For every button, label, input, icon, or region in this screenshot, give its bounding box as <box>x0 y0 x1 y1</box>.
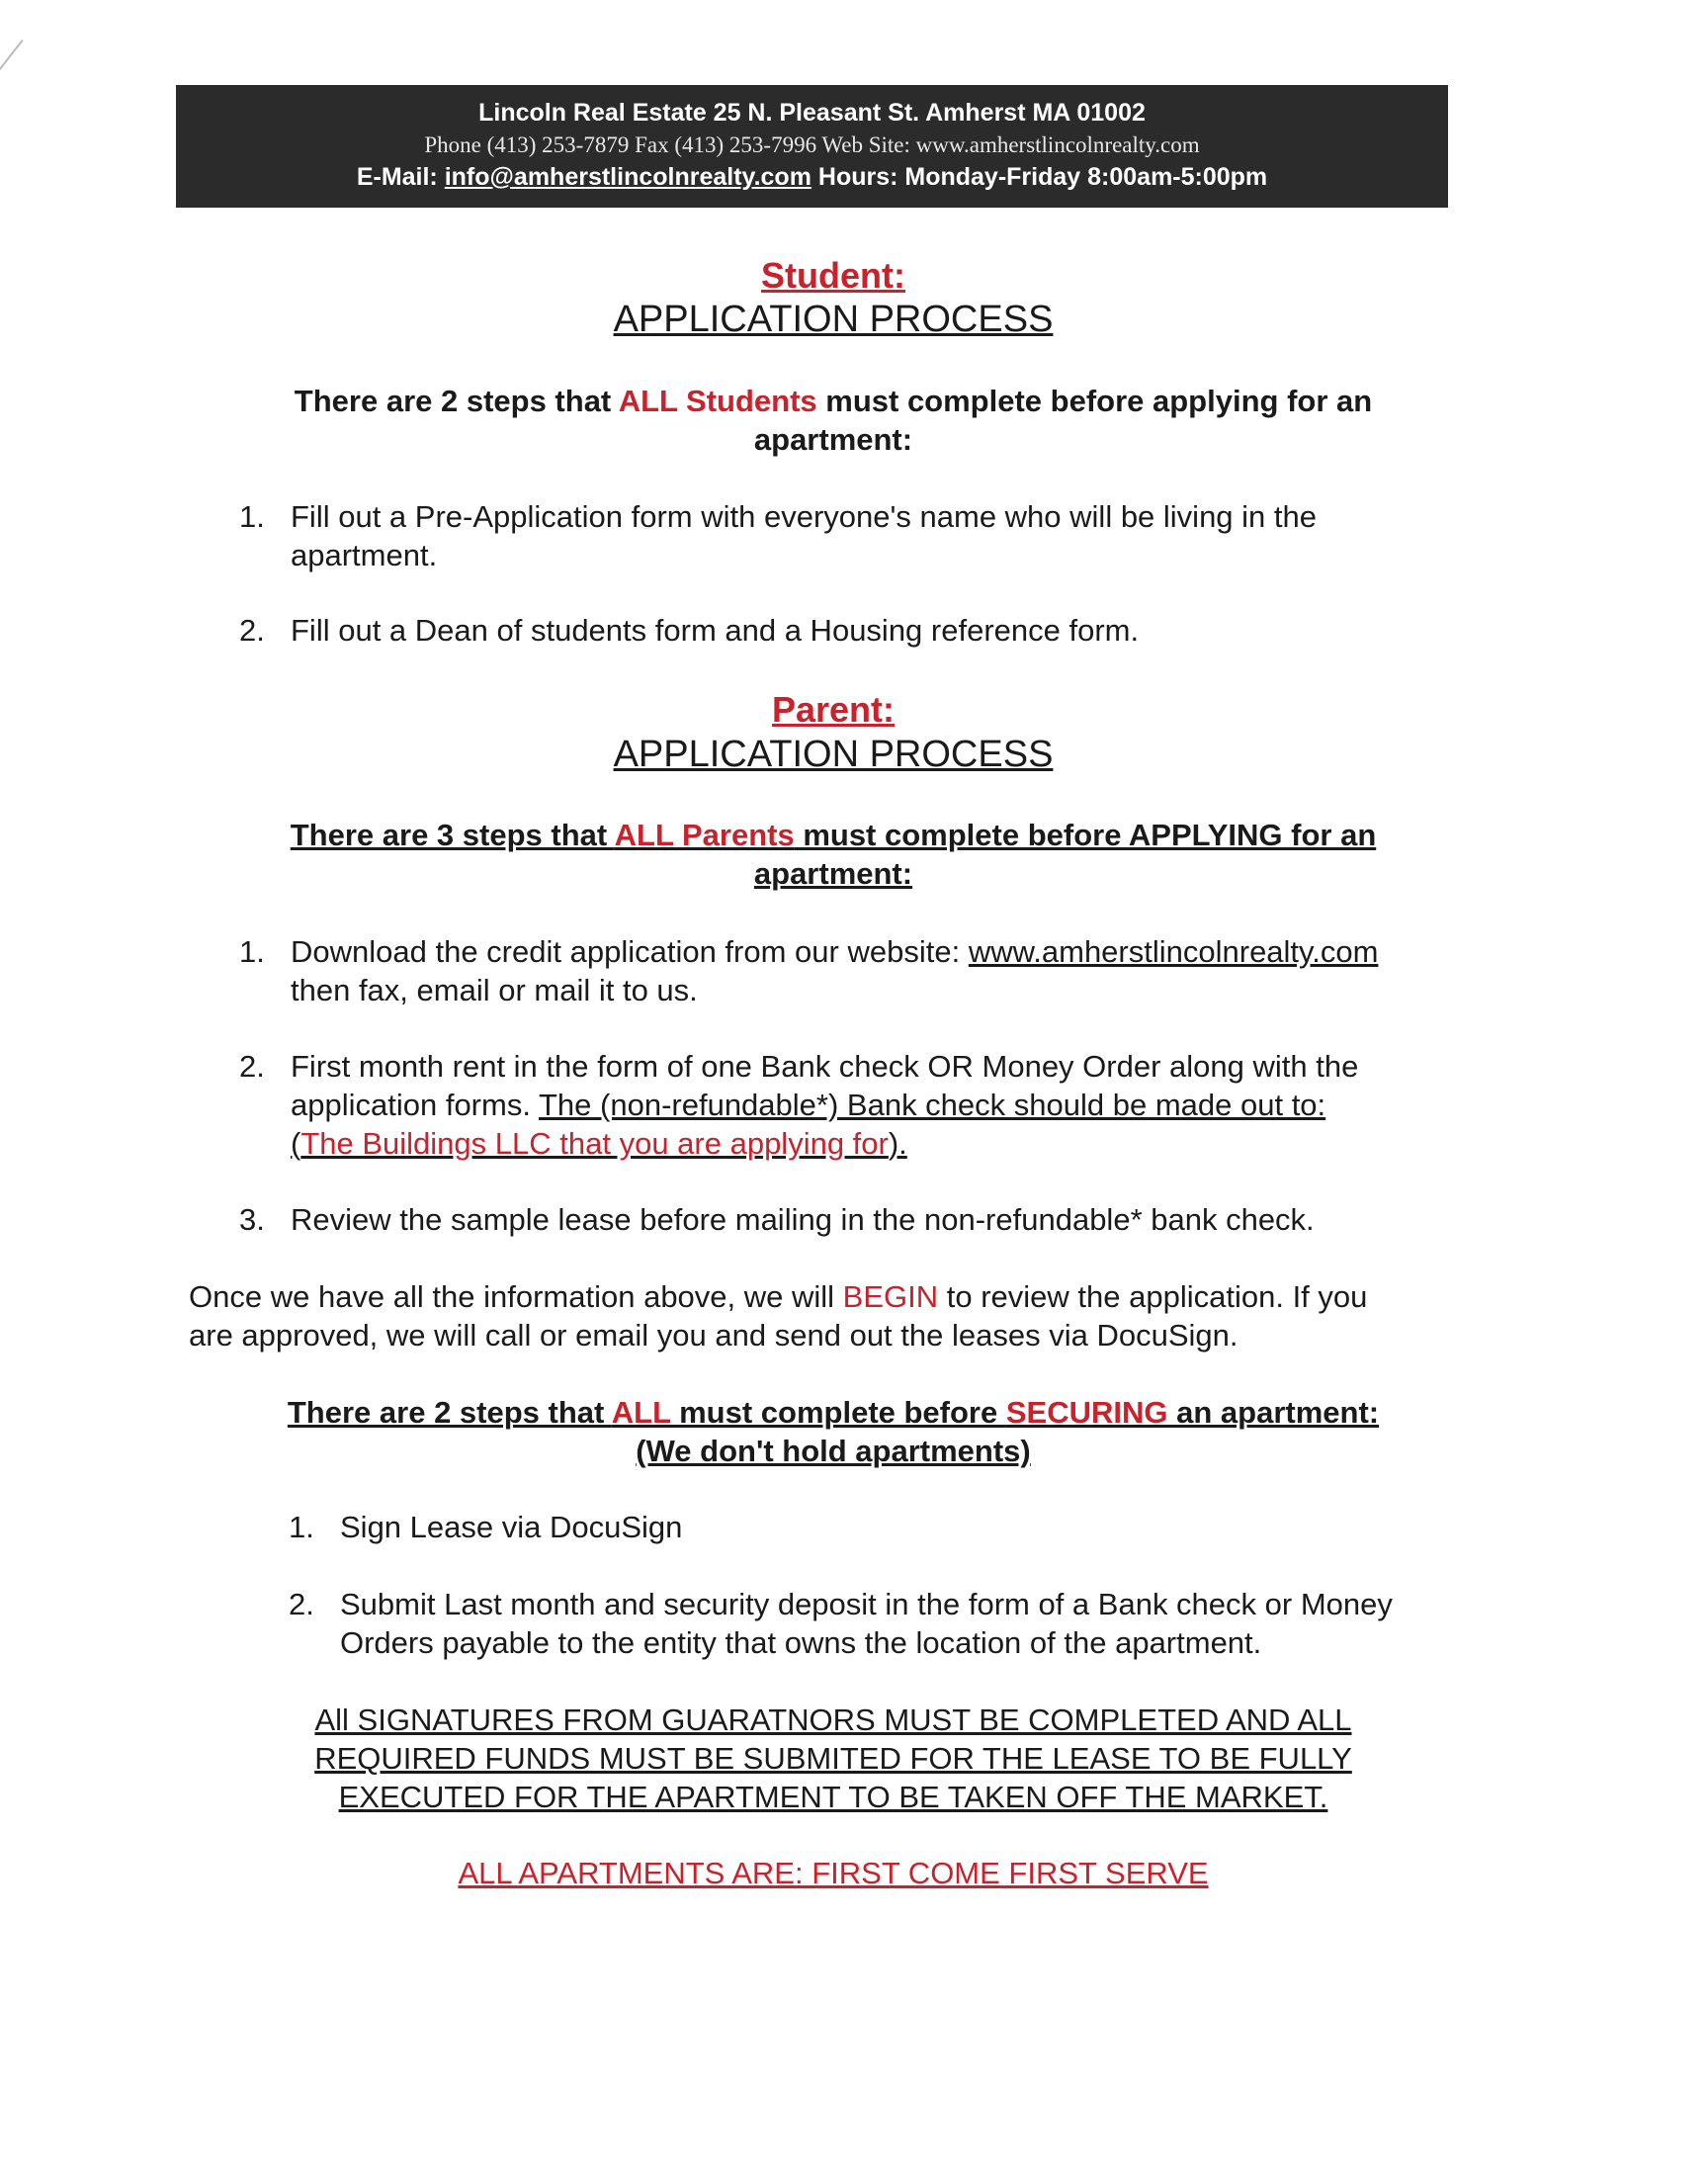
scan-mark <box>0 40 27 98</box>
student-role-heading: Student: <box>761 255 905 296</box>
company-header <box>176 85 1448 208</box>
email-link[interactable]: info@amherstlincolnrealty.com <box>444 163 811 191</box>
company-contact: Phone (413) 253-7879 Fax (413) 253-7996 Web Site: www.amherstlincolnrealty.com <box>424 132 1200 157</box>
parent-role-heading: Parent: <box>771 689 896 730</box>
guarantor-notice: All SIGNATURES FROM GUARATNORS MUST BE COMPLETED AND ALL REQUIRED FUNDS MUST BE SUBMITED FOR THE LEASE TO BE FULLY EXECUTED FOR THE APARTMENT TO BE TAKEN OFF THE MARKET. <box>314 1703 1352 1814</box>
document-page: Lincoln Real Estate 25 N. Pleasant St. Amherst MA 01002 Phone (413) 253-7879 Fax (413) 253-7996 Web Site: www.amherstlincolnrealty.com E-Mail: info@amherstlincolnrealty.com Hours: Monday-Friday 8:00am-5:00pm Student: APPLICATION PROCESS There are 2 steps that ALL Students must complete before applying for an apartment: 1. Fill out a Pre-Application form with everyone's name who will be living in the apartment. 2. Fill out a Dean of students form and a Housing reference form. Parent: APPLICATION PROCESS There are 3 steps that ALL Parents must complete before APPLYING for an apartment: 1. Download the credit application from our website: www.amherstlincolnrealty.com then fax, email or mail it to us. 2. First month rent in the form of one Bank check OR Money Order along with the application forms. The (non-refundable*) Bank check should be made out to: (The Buildings LLC that you are applying for). 3. Review the sample lease before mailing in the non-refundable* bank check. Once we have all the information above, we will BEGIN to review the application. If you are approved, we will call or email you and send out the leases via DocuSign. There are 2 steps that ALL must complete before SECURING an apartment: (We don't hold apartments) 1. Sign Lease via DocuSign 2. Submit Last month and security deposit in the form of a Bank check or Money Orders payable to the entity that owns the location of the apartment. All SIGNATURES FROM GUARATNORS MUST BE COMPLETED AND ALL REQUIRED FUNDS MUST BE SUBMITED FOR THE LEASE TO BE FULLY EXECUTED FOR THE APARTMENT TO BE TAKEN OFF THE MARKET. ALL APARTMENTS ARE: FIRST COME FIRST SERVE <box>0 0 1708 2183</box>
review-paragraph: Once we have all the information above, we will BEGIN to review the application. If you are approved, we will call or email you and send out the leases via DocuSign. <box>189 1279 1368 1353</box>
parent-intro: There are 3 steps that ALL Parents must complete before APPLYING for an apartment: <box>290 818 1377 891</box>
student-intro: There are 2 steps that ALL Students must complete before applying for an apartment: <box>294 384 1373 457</box>
website-link[interactable]: www.amherstlincolnrealty.com <box>968 934 1379 969</box>
company-email-hours <box>176 163 1448 192</box>
securing-intro: There are 2 steps that ALL must complete before SECURING an apartment: (We don't hold apartments) <box>287 1395 1380 1468</box>
first-come-notice: ALL APARTMENTS ARE: FIRST COME FIRST SERVE <box>458 1856 1209 1890</box>
parent-process-heading: APPLICATION PROCESS <box>613 734 1054 775</box>
email-label: E-Mail: <box>356 163 438 191</box>
student-process-heading: APPLICATION PROCESS <box>613 299 1054 340</box>
company-address: Lincoln Real Estate 25 N. Pleasant St. Amherst MA 01002 <box>478 99 1146 127</box>
office-hours: Hours: Monday-Friday 8:00am-5:00pm <box>817 163 1268 191</box>
